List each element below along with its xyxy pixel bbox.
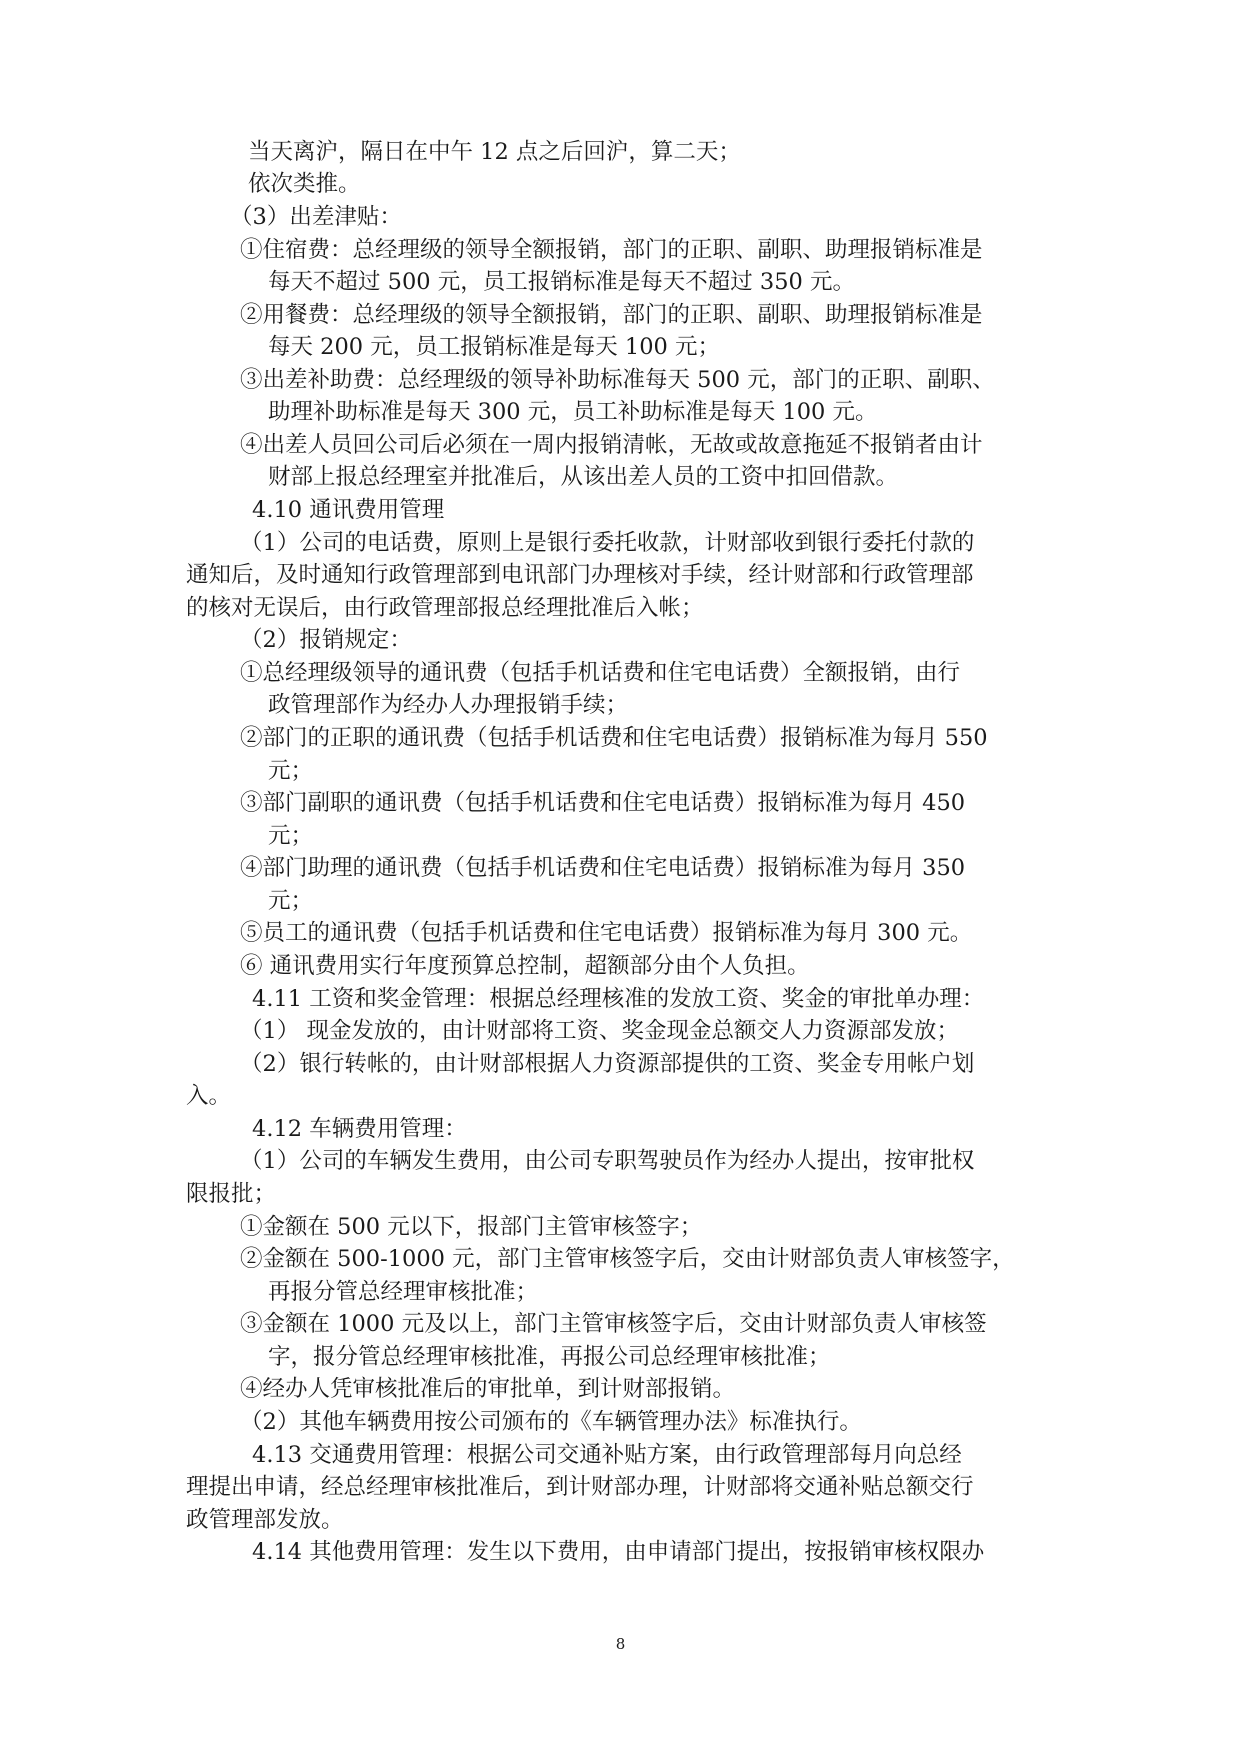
page-number: 8: [615, 1635, 626, 1653]
text-line: 再报分管总经理审核批准；: [268, 1279, 539, 1305]
text-line: （3）出差津贴：: [230, 204, 402, 230]
text-line: 财部上报总经理室并批准后，从该出差人员的工资中扣回借款。: [268, 464, 899, 490]
text-line: （2）报销规定：: [240, 627, 412, 653]
section-heading: 4.11 工资和奖金管理：根据总经理核准的发放工资、奖金的审批单办理：: [252, 986, 985, 1012]
text-line: ③金额在 1000 元及以上，部门主管审核签字后，交由计财部负责人审核签: [240, 1311, 987, 1337]
text-line: 元；: [268, 758, 314, 784]
text-line: （1）公司的车辆发生费用，由公司专职驾驶员作为经办人提出，按审批权: [240, 1148, 975, 1174]
text-line: 限报批；: [186, 1181, 277, 1207]
text-line: （1）公司的电话费，原则上是银行委托收款，计财部收到银行委托付款的: [240, 530, 975, 556]
text-line: 的核对无误后，由行政管理部报总经理批准后入帐；: [186, 595, 704, 621]
text-line: 每天不超过 500 元，员工报销标准是每天不超过 350 元。: [268, 269, 856, 295]
text-line: （2）其他车辆费用按公司颁布的《车辆管理办法》标准执行。: [240, 1409, 862, 1435]
text-line: 理提出申请，经总经理审核批准后，到计财部办理，计财部将交通补贴总额交行: [186, 1474, 974, 1500]
text-line: ③部门副职的通讯费（包括手机话费和住宅电话费）报销标准为每月 450: [240, 790, 966, 816]
text-line: ②金额在 500-1000 元，部门主管审核签字后，交由计财部负责人审核签字，: [240, 1246, 1015, 1272]
text-line: ①总经理级领导的通讯费（包括手机话费和住宅电话费）全额报销，由行: [240, 660, 961, 686]
text-line: 政管理部发放。: [186, 1507, 344, 1533]
section-heading: 4.10 通讯费用管理: [252, 497, 445, 523]
text-line: ④经办人凭审核批准后的审批单，到计财部报销。: [240, 1376, 736, 1402]
text-line: 字，报分管总经理审核批准，再报公司总经理审核批准；: [268, 1344, 831, 1370]
text-line: 每天 200 元，员工报销标准是每天 100 元；: [268, 334, 721, 360]
text-line: ②用餐费：总经理级的领导全额报销，部门的正职、副职、助理报销标准是: [240, 302, 983, 328]
section-heading: 4.13 交通费用管理：根据公司交通补贴方案，由行政管理部每月向总经: [252, 1442, 962, 1468]
text-line: 当天离沪，隔日在中午 12 点之后回沪，算二天；: [248, 139, 741, 165]
text-line: ①住宿费：总经理级的领导全额报销，部门的正职、副职、助理报销标准是: [240, 237, 983, 263]
text-line: 政管理部作为经办人办理报销手续；: [268, 692, 629, 718]
text-line: ⑤员工的通讯费（包括手机话费和住宅电话费）报销标准为每月 300 元。: [240, 920, 973, 946]
text-line: ③出差补助费：总经理级的领导补助标准每天 500 元，部门的正职、副职、: [240, 367, 995, 393]
text-line: ④出差人员回公司后必须在一周内报销清帐，无故或故意拖延不报销者由计: [240, 432, 983, 458]
section-heading: 4.12 车辆费用管理：: [252, 1116, 467, 1142]
section-heading: 4.14 其他费用管理：发生以下费用，由申请部门提出，按报销审核权限办: [252, 1539, 985, 1565]
text-line: ⑥ 通讯费用实行年度预算总控制，超额部分由个人负担。: [240, 953, 810, 979]
text-line: 入。: [186, 1083, 232, 1109]
text-line: 通知后，及时通知行政管理部到电讯部门办理核对手续，经计财部和行政管理部: [186, 562, 974, 588]
text-line: ②部门的正职的通讯费（包括手机话费和住宅电话费）报销标准为每月 550: [240, 725, 988, 751]
text-line: 元；: [268, 888, 314, 914]
text-line: 元；: [268, 823, 314, 849]
text-line: 依次类推。: [248, 171, 361, 197]
text-line: ①金额在 500 元以下，报部门主管审核签字；: [240, 1214, 703, 1240]
text-line: （1） 现金发放的，由计财部将工资、奖金现金总额交人力资源部发放；: [240, 1018, 959, 1044]
text-line: 助理补助标准是每天 300 元，员工补助标准是每天 100 元。: [268, 399, 878, 425]
text-line: （2）银行转帐的，由计财部根据人力资源部提供的工资、奖金专用帐户划: [240, 1051, 975, 1077]
text-line: ④部门助理的通讯费（包括手机话费和住宅电话费）报销标准为每月 350: [240, 855, 966, 881]
